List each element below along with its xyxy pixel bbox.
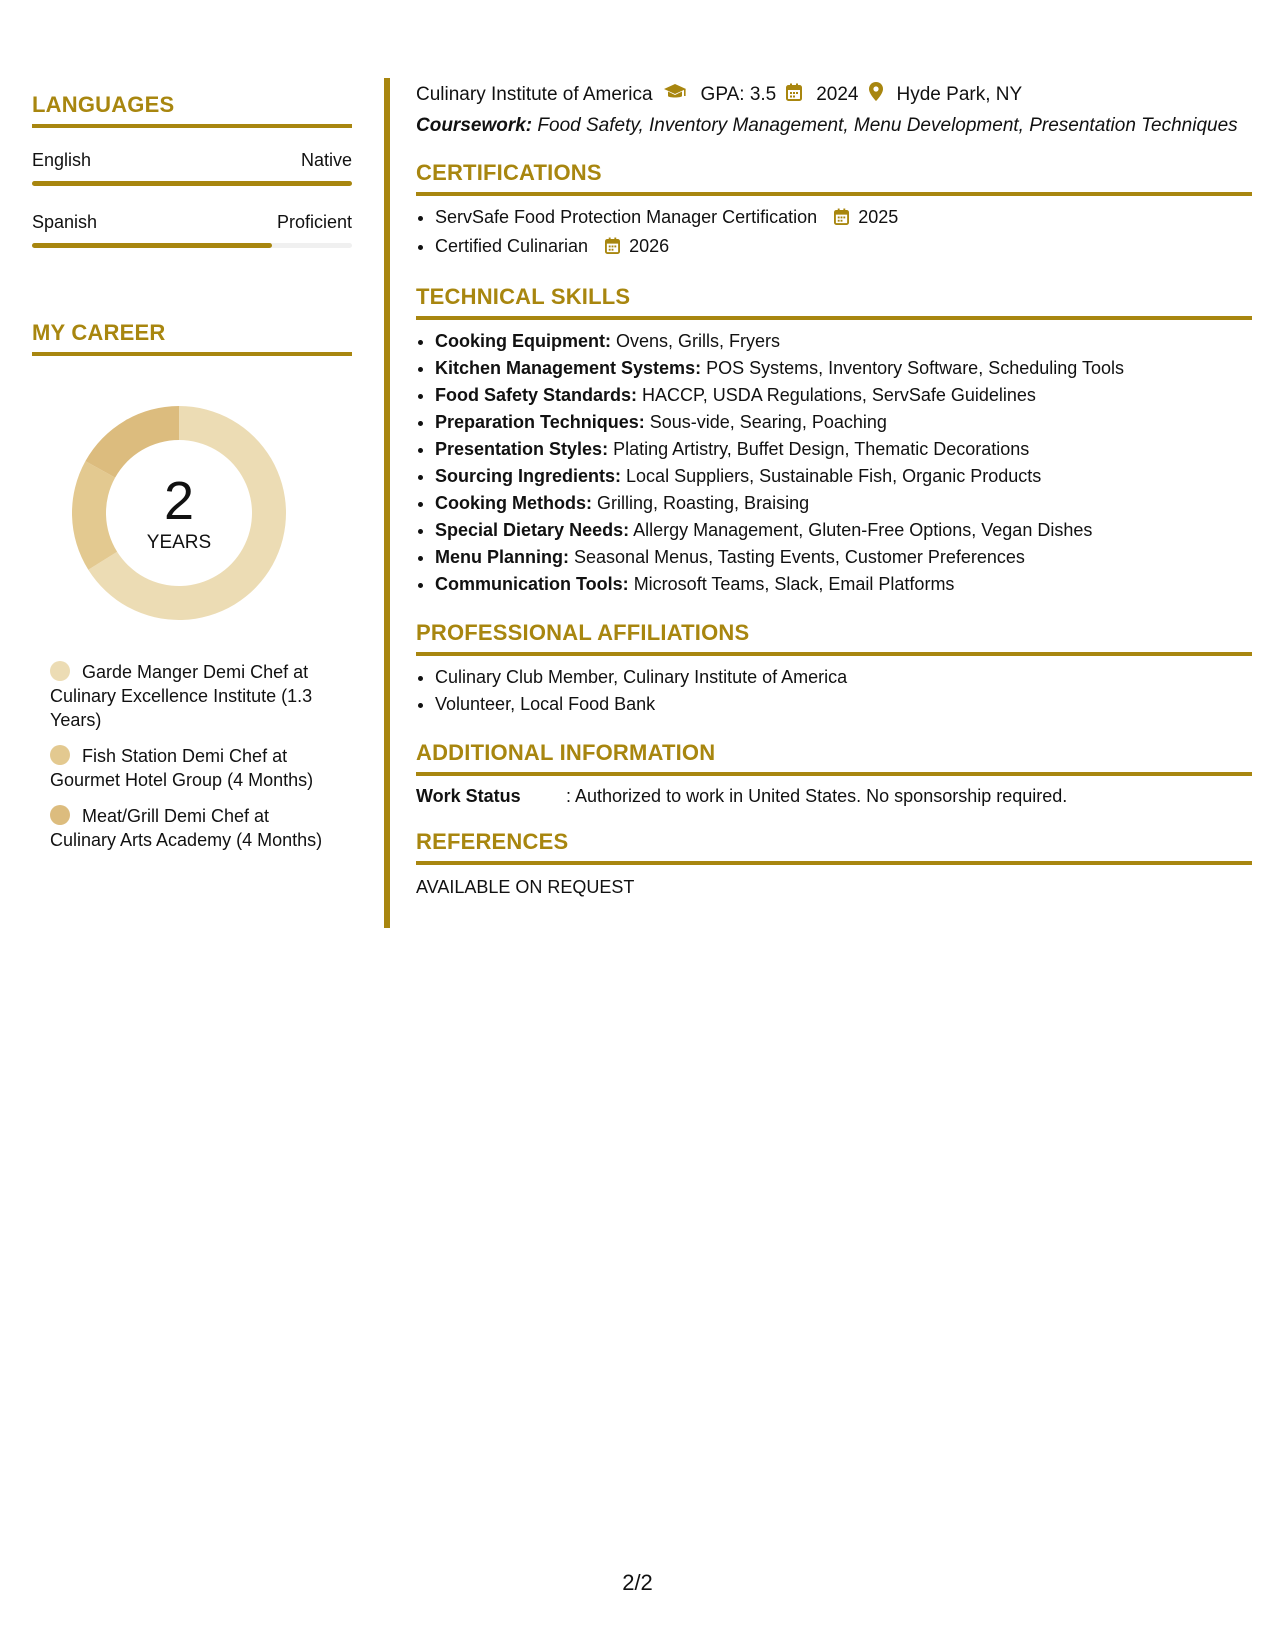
calendar-icon: [605, 235, 620, 262]
career-legend: [50, 660, 340, 852]
certification-item: [435, 233, 1252, 262]
skill-label: Preparation Techniques:: [435, 412, 645, 432]
main-content: [416, 82, 1252, 898]
career-legend-item: [50, 804, 340, 852]
career-legend-text: Meat/Grill Demi Chef at Culinary Arts Academy (4 Months): [50, 806, 323, 850]
legend-dot-icon: [50, 661, 70, 681]
coursework: [416, 113, 1252, 138]
language-level: Proficient: [276, 212, 352, 232]
donut-center: [66, 400, 292, 626]
skill-item: [435, 328, 1252, 355]
graduation-year: 2024: [816, 83, 859, 105]
skill-label: Sourcing Ingredients:: [435, 466, 622, 486]
map-pin-icon: [869, 82, 883, 107]
affiliation-item: • Culinary Club Member, Culinary Institute of America: [435, 664, 1252, 691]
career-legend-item: [50, 660, 340, 732]
skill-value: Plating Artistry, Buffet Design, Thematic Decorations: [613, 439, 1030, 459]
certification-name: ServSafe Food Protection Manager Certification: [435, 207, 818, 227]
certifications-heading: CERTIFICATIONS: [416, 160, 1252, 196]
language-proficiency-fill: [32, 181, 352, 186]
certification-year: 2025: [858, 207, 899, 227]
language-item: [32, 212, 352, 248]
skill-value: HACCP, USDA Regulations, ServSafe Guidelines: [642, 385, 1036, 405]
career-total-label: YEARS: [146, 532, 212, 553]
skill-value: Seasonal Menus, Tasting Events, Customer Preferences: [574, 547, 1025, 567]
skill-value: Grilling, Roasting, Braising: [597, 493, 810, 513]
skill-label: Presentation Styles:: [435, 439, 609, 459]
language-proficiency-bar: [32, 243, 352, 248]
calendar-icon: [786, 83, 802, 107]
skill-label: Cooking Methods:: [435, 493, 592, 513]
career-total-number: 2: [163, 471, 195, 531]
skill-item: [435, 517, 1252, 544]
language-name: English: [32, 150, 92, 170]
certification-year: 2026: [629, 236, 670, 256]
language-item: [32, 150, 352, 186]
column-divider: [384, 78, 390, 928]
skill-item: [435, 409, 1252, 436]
additional-information-heading: ADDITIONAL INFORMATION: [416, 740, 1252, 776]
sidebar: [32, 92, 352, 864]
gpa: GPA: 3.5: [700, 83, 777, 105]
skill-value: Ovens, Grills, Fryers: [616, 331, 781, 351]
skill-item: [435, 355, 1252, 382]
skill-item: [435, 463, 1252, 490]
skill-item: [435, 490, 1252, 517]
certifications-list: [416, 204, 1252, 262]
legend-dot-icon: [50, 745, 70, 765]
career-legend-item: [50, 744, 340, 792]
language-proficiency-fill: [32, 243, 272, 248]
language-level: Native: [300, 150, 352, 170]
certification-name: Certified Culinarian: [435, 236, 589, 256]
skills-list: [416, 328, 1252, 598]
certification-item: [435, 204, 1252, 233]
language-proficiency-bar: [32, 181, 352, 186]
affiliations-list: [416, 664, 1252, 718]
skill-value: Microsoft Teams, Slack, Email Platforms: [633, 574, 955, 594]
career-donut-chart: [66, 400, 292, 626]
career-legend-text: Garde Manger Demi Chef at Culinary Excellence Institute (1.3 Years): [50, 662, 313, 730]
skill-value: POS Systems, Inventory Software, Scheduling Tools: [706, 358, 1124, 378]
location: Hyde Park, NY: [896, 83, 1023, 105]
skill-label: Menu Planning:: [435, 547, 569, 567]
career-heading: MY CAREER: [32, 320, 352, 356]
skill-item: [435, 382, 1252, 409]
work-status-value: : Authorized to work in United States. No sponsorship required.: [566, 786, 1068, 806]
skill-item: [435, 544, 1252, 571]
work-status-label: Work Status: [416, 786, 521, 806]
legend-dot-icon: [50, 805, 70, 825]
graduation-cap-icon: [663, 83, 687, 107]
skill-label: Cooking Equipment:: [435, 331, 611, 351]
school-name: Culinary Institute of America: [416, 83, 653, 105]
coursework-label: Coursework:: [416, 115, 533, 136]
references-text: AVAILABLE ON REQUEST: [416, 877, 635, 897]
calendar-icon: [834, 206, 849, 233]
career-legend-text: Fish Station Demi Chef at Gourmet Hotel Group (4 Months): [50, 746, 314, 790]
languages-heading: LANGUAGES: [32, 92, 352, 128]
skill-item: [435, 436, 1252, 463]
affiliations-heading: PROFESSIONAL AFFILIATIONS: [416, 620, 1252, 656]
skill-label: Special Dietary Needs:: [435, 520, 630, 540]
affiliation-item: • Volunteer, Local Food Bank: [435, 691, 1252, 718]
skill-label: Food Safety Standards:: [435, 385, 638, 405]
skill-item: [435, 571, 1252, 598]
references-heading: REFERENCES: [416, 829, 1252, 865]
work-status-row: [416, 786, 1252, 807]
skill-value: Sous-vide, Searing, Poaching: [649, 412, 887, 432]
skill-value: Allergy Management, Gluten-Free Options, Vegan Dishes: [633, 520, 1093, 540]
skill-value: Local Suppliers, Sustainable Fish, Organic Products: [626, 466, 1042, 486]
technical-skills-heading: TECHNICAL SKILLS: [416, 284, 1252, 320]
skill-label: Communication Tools:: [435, 574, 629, 594]
skill-label: Kitchen Management Systems:: [435, 358, 702, 378]
education-line: [416, 82, 1252, 107]
coursework-value: Food Safety, Inventory Management, Menu Development, Presentation Techniques: [537, 115, 1238, 136]
page-number: 2/2: [622, 1570, 653, 1595]
language-name: Spanish: [32, 212, 98, 232]
